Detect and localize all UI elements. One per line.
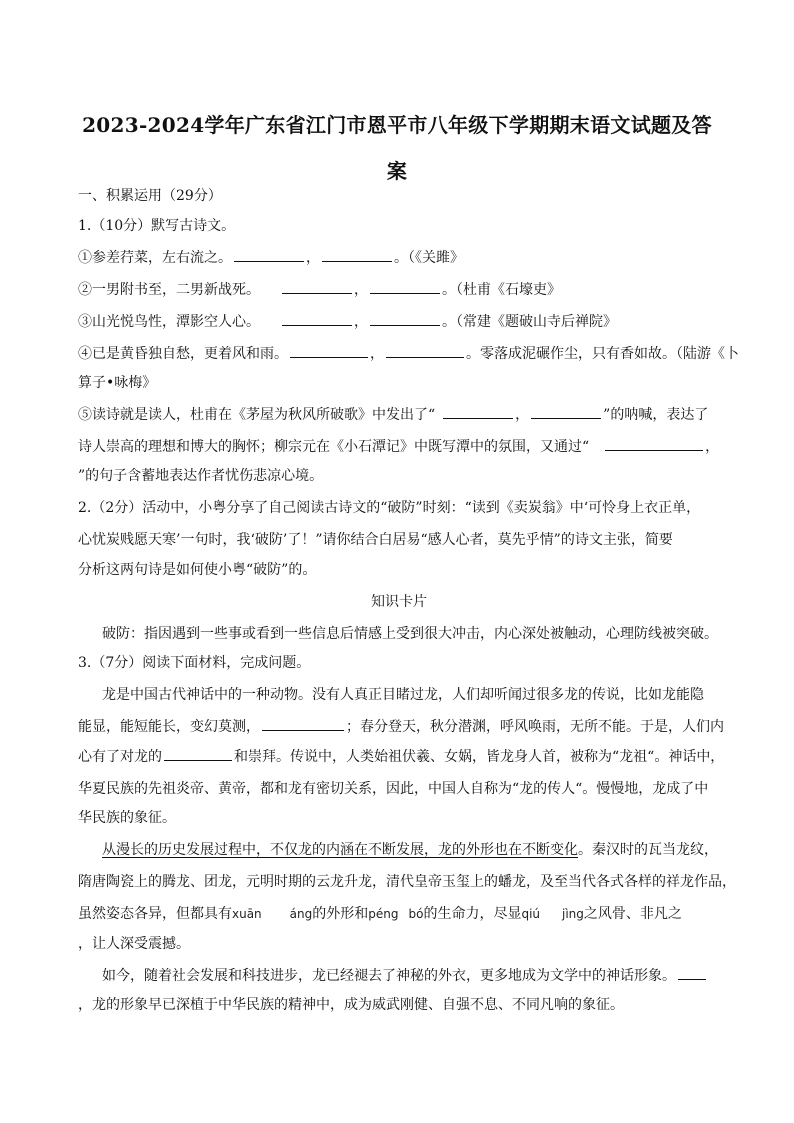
q1-item-5 [78, 406, 720, 424]
q1-item-4 [78, 345, 739, 363]
source-note: 。零落成泥碾作尘，只有香如故。（陆游《卜 [466, 346, 739, 362]
q1-item-5-line3: ”的句子含蓄地表达作者忧伤悲凉心境。 [78, 468, 324, 484]
separator: ， [306, 250, 320, 266]
q1-item-4-cont: 算子•咏梅》 [78, 375, 157, 391]
q1-item-3 [78, 313, 720, 331]
answer-blank [443, 406, 513, 419]
p2-line-3-text: 虽然姿态各异，但都具有 [78, 906, 232, 922]
q1-item-5-text: ⑤读诗就是读人，杜甫在《茅屋为秋风所破歌》中发出了“ [78, 407, 436, 423]
p3-line-1 [102, 967, 720, 985]
pinyin: péng [368, 907, 399, 921]
separator: ， [705, 439, 720, 455]
separator: ， [515, 407, 530, 423]
q1-item-1-text: ①参差荇菜，左右流之。 [78, 250, 232, 266]
title-line-1: 2023-2024学年广东省江门市恩平市八年级下学期期末语文试题及答 [82, 113, 712, 137]
answer-blank [370, 281, 440, 294]
p2-line-1 [102, 841, 720, 859]
separator: ， [370, 346, 384, 362]
q1-stem: 1.（10分）默写古诗文。 [78, 218, 236, 234]
pinyin: bó [408, 907, 424, 921]
answer-blank [262, 718, 344, 731]
answer-blank [386, 345, 464, 358]
p1-line-2-text-b: ；春分登天，秋分潜渊，呼风唤雨，无所不能。于是，人们内 [346, 719, 724, 735]
p2-line-3 [78, 905, 720, 923]
separator: ， [354, 282, 368, 298]
answer-blank [370, 313, 440, 326]
pinyin: jìng [562, 907, 584, 921]
answer-blank [234, 249, 304, 262]
p1-line-2 [78, 718, 724, 736]
q2-line-2: 心忧炭贱愿天寒’一句时，我‘破防’了！”请你结合白居易“感人心者，莫先乎情”的诗文主张，简要 [78, 532, 673, 548]
q1-item-4-text: ④已是黄昏独自愁，更着风和雨。 [78, 346, 288, 362]
section-heading: 一、积累运用（29分） [78, 188, 222, 204]
q1-item-3-text: ③山光悦鸟性，潭影空人心。 [78, 314, 260, 330]
q2-line-1: 2.（2分）活动中，小粤分享了自己阅读古诗文的“破防”时刻：“读到《卖炭翁》中‘可怜身上衣正单， [78, 500, 701, 516]
separator: ， [354, 314, 368, 330]
q2-line-3: 分析这两句诗是如何使小粤“破防”的。 [78, 562, 317, 578]
page-title [70, 102, 724, 194]
answer-blank [164, 748, 232, 761]
answer-blank [282, 313, 352, 326]
knowledge-card-text: 破防：指因遇到一些事或看到一些信息后情感上受到很大冲击，内心深处被触动，心理防线被突破。 [102, 626, 718, 642]
pinyin: áng [289, 907, 313, 921]
source-note: 。（常建《题破山寺后禅院》 [442, 314, 617, 330]
p1-line-1: 龙是中国古代神话中的一种动物。没有人真正目睹过龙，人们却听闻过很多龙的传说，比如龙能隐 [102, 687, 704, 703]
title-line-2: 案 [386, 159, 408, 183]
answer-blank [290, 345, 368, 358]
p2-line-4: ，让人深受震撼。 [78, 936, 190, 952]
source-note: 。（杜甫《石壕吏》 [442, 282, 561, 298]
answer-blank [322, 249, 392, 262]
p2-line-3-text-b: 的外形和 [312, 906, 369, 922]
pinyin: xuān [232, 907, 262, 921]
p1-line-3-text: 心有了对龙的 [78, 749, 162, 765]
q1-item-5-line2-text: 诗人崇高的理想和博大的胸怀；柳宗元在《小石潭记》中既写潭中的氛围，又通过“ [78, 439, 590, 455]
p1-line-5: 华民族的象征。 [78, 810, 176, 826]
q1-item-1 [78, 249, 720, 267]
p2-line-3-text-c: 的生命力，尽显 [423, 906, 522, 922]
answer-blank [531, 406, 601, 419]
knowledge-card-title: 知识卡片 [371, 594, 427, 610]
q1-item-5-text-2: ”的呐喊，表达了 [603, 407, 709, 423]
answer-blank [678, 967, 706, 980]
answer-blank [605, 438, 703, 451]
p3-line-2: ，龙的形象早已深植于中华民族的精神中，成为威武刚健、自强不息、不同凡响的象征。 [78, 997, 624, 1013]
q1-item-2-text: ②一男附书至，二男新战死。 [78, 282, 260, 298]
q1-item-2 [78, 281, 720, 299]
p2-line-1-text: 。秦汉时的瓦当龙纹， [578, 842, 718, 858]
pinyin: qiú [521, 907, 541, 921]
p1-line-3-text-b: 和崇拜。传说中，人类始祖伏羲、女娲，皆龙身人首，被称为“龙祖“。神话中， [234, 749, 725, 765]
q3-stem: 3.（7分）阅读下面材料，完成问题。 [78, 655, 311, 671]
source-note: 。（《关雎》 [394, 250, 464, 266]
p3-line-1-text: 如今，随着社会发展和科技进步，龙已经褪去了神秘的外衣，更多地成为文学中的神话形象。 [102, 968, 676, 984]
underlined-sentence: 从漫长的历史发展过程中，不仅龙的内涵在不断发展，龙的外形也在不断变化 [102, 842, 578, 858]
p1-line-4: 华夏民族的先祖炎帝、黄帝，都和龙有密切关系，因此，中国人自称为“龙的传人“。慢慢地，龙成了中 [78, 781, 709, 797]
p2-line-3-text-d: 之风骨、非凡之 [583, 906, 682, 922]
p1-line-2-text: 能显，能短能长，变幻莫测， [78, 719, 260, 735]
p1-line-3 [78, 748, 725, 766]
answer-blank [282, 281, 352, 294]
p2-line-2: 隋唐陶瓷上的腾龙、团龙，元明时期的云龙升龙，清代皇帝玉玺上的蟠龙，及至当代各式各样的祥龙作品， [78, 874, 736, 890]
q1-item-5-line2 [78, 438, 720, 456]
